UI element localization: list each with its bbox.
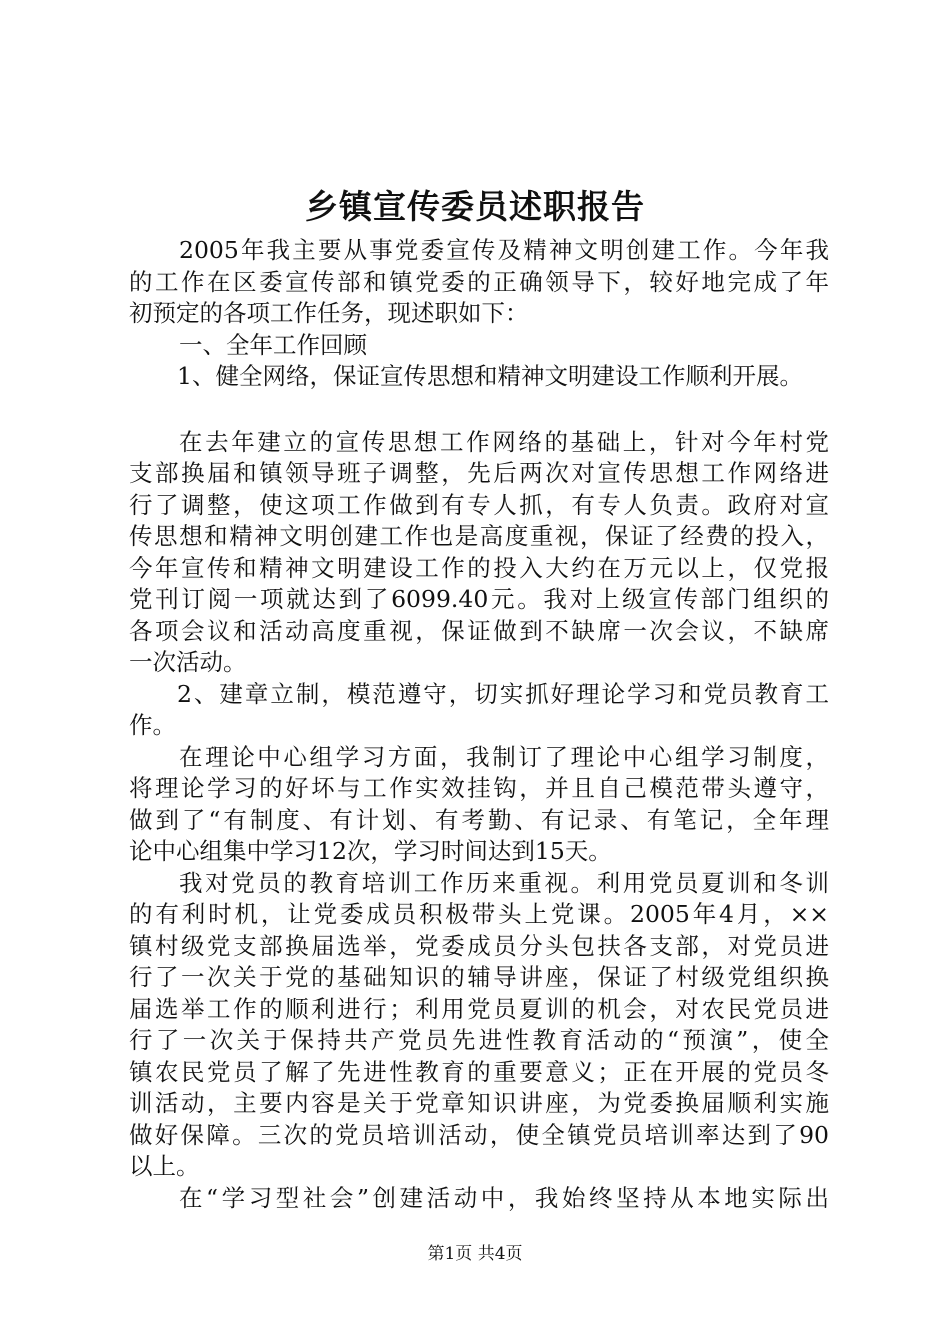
paragraph-line: 初预定的各项工作任务，现述职如下： <box>129 299 529 327</box>
paragraph-line: 训活动，主要内容是关于党章知识讲座，为党委换届顺利实施 <box>129 1089 829 1117</box>
paragraph-line: 镇村级党支部换届选举，党委成员分头包扶各支部，对党员进 <box>129 931 829 960</box>
paragraph-line: 将理论学习的好坏与工作实效挂钩，并且自己模范带头遵守， <box>129 774 829 802</box>
paragraph-line: 一次活动。 <box>129 648 247 676</box>
page-footer: 第1页 共4页 <box>427 1244 523 1264</box>
paragraph-line: 做到了“有制度、有计划、有考勤、有记录、有笔记，全年理 <box>129 805 829 834</box>
paragraph-line: 我对党员的教育培训工作历来重视。利用党员夏训和冬训 <box>179 868 829 897</box>
subsection-heading: 1、健全网络，保证宣传思想和精神文明建设工作顺利开展。 <box>177 362 803 390</box>
paragraph-line: 各项会议和活动高度重视，保证做到不缺席一次会议，不缺席 <box>129 616 829 645</box>
paragraph-line: 届选举工作的顺利进行；利用党员夏训的机会，对农民党员进 <box>129 994 829 1023</box>
paragraph-line: 支部换届和镇领导班子调整，先后两次对宣传思想工作网络进 <box>129 459 829 487</box>
paragraph-line: 行了一次关于保持共产党员先进性教育活动的“预演”，使全 <box>129 1026 829 1054</box>
paragraph-line: 论中心组集中学习12次，学习时间达到15天。 <box>129 837 612 865</box>
section-heading: 一、全年工作回顾 <box>179 330 367 359</box>
paragraph-line: 在去年建立的宣传思想工作网络的基础上，针对今年村党 <box>179 427 829 456</box>
paragraph-line: 在理论中心组学习方面，我制订了理论中心组学习制度， <box>179 742 829 771</box>
paragraph-line: 在“学习型社会”创建活动中，我始终坚持从本地实际出 <box>179 1183 829 1212</box>
subsection-heading: 2、建章立制，模范遵守，切实抓好理论学习和党员教育工 <box>177 679 829 708</box>
paragraph-line: 2005年我主要从事党委宣传及精神文明创建工作。今年我 <box>179 236 829 264</box>
document-body <box>129 235 829 1214</box>
paragraph-line: 传思想和精神文明创建工作也是高度重视，保证了经费的投入， <box>129 522 829 550</box>
paragraph-line: 今年宣传和精神文明建设工作的投入大约在万元以上，仅党报 <box>129 553 829 582</box>
paragraph-line: 的工作在区委宣传部和镇党委的正确领导下，较好地完成了年 <box>129 267 829 296</box>
document-title: 乡镇宣传委员述职报告 <box>305 187 645 226</box>
paragraph-line: 行了调整，使这项工作做到有专人抓，有专人负责。政府对宣 <box>129 490 829 519</box>
paragraph-gap <box>129 393 829 427</box>
paragraph-line: 行了一次关于党的基础知识的辅导讲座，保证了村级党组织换 <box>129 963 829 991</box>
paragraph-line: 镇农民党员了解了先进性教育的重要意义；正在开展的党员冬 <box>129 1057 829 1086</box>
paragraph-line: 党刊订阅一项就达到了6099.40元。我对上级宣传部门组织的 <box>129 585 829 613</box>
paragraph-line: 的有利时机，让党委成员积极带头上党课。2005年4月，×× <box>129 900 829 928</box>
paragraph-line: 以上。 <box>129 1152 200 1180</box>
paragraph-line: 做好保障。三次的党员培训活动，使全镇党员培训率达到了90 <box>129 1120 829 1149</box>
subsection-heading: 作。 <box>129 711 176 739</box>
